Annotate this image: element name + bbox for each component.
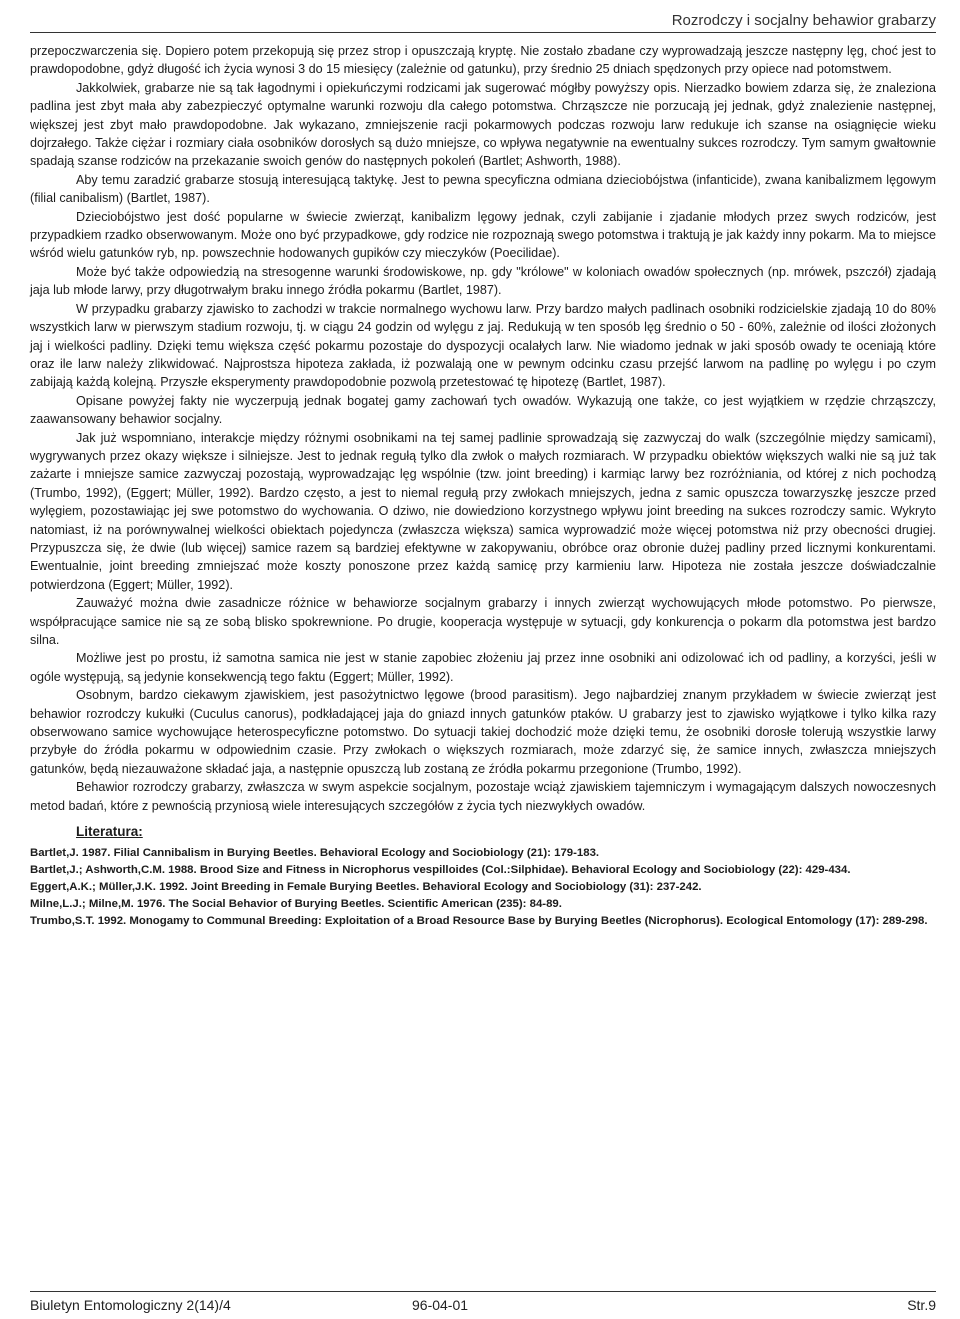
reference-item: Eggert,A.K.; Müller,J.K. 1992. Joint Breeding in Female Burying Beetles. Behavioral Ecology and Sociobiology (31): 237-242. bbox=[30, 881, 702, 894]
paragraph: W przypadku grabarzy zjawisko to zachodzi w trakcie normalnego wychowu larw. Przy bardzo małych padlinach osobniki rodzicielskie zjadają 10 do 80% wszystkich larw w pierwszym stadium rozwoju, tj. w ciągu 24 godzin od wylęgu z jaj. Redukują w ten sposób lęg średnio o 50 - 60%, zależnie od ilości złożonych jaj i wielkości padliny. Dzięki temu większa część pokarmu pozostaje do dyspozycji ocalałych larw. Nie wiadomo jednak w jaki sposób owady te oceniają które oraz ile larw należy zlikwidować. Najprostsza hipoteza zakłada, iż pozwalają one w pewnym odcinku czasu przejść larwom na padlinę po wylęgu i po czym zabijają każdą kolejną. Przyszłe eksperymenty prawdopodobnie pozwolą przetestować tę hipotezę (Bartlet, 1987). bbox=[30, 301, 936, 390]
paragraph: Dzieciobójstwo jest dość popularne w świecie zwierząt, kanibalizm lęgowy jednak, czyli zabijanie i zjadanie młodych przez swych rodziców, jest przypadkiem rzadko obserwowanym. Może ono być przypadkowe, gdy rodzice nie rozpoznają swego potomstwa i traktują je jak każdy inny pokarm. Ma to miejsce wśród wielu gatunków ryb, np. powszechnie hodowanych gupików czy mieczyków (Poecilidae). bbox=[30, 209, 936, 261]
reference-item: Bartlet,J.; Ashworth,C.M. 1988. Brood Size and Fitness in Nicrophorus vespilloides (Col.:Silphidae). Behavioral Ecology and Sociobiology (22): 429-434. bbox=[30, 864, 851, 877]
reference-list bbox=[30, 845, 936, 930]
paragraph: Aby temu zaradzić grabarze stosują interesującą taktykę. Jest to pewna specyficzna odmiana dzieciobójstwa (infanticide), zwana kanibalizmem lęgowym (filial canibalism) (Bartlet, 1987). bbox=[30, 172, 936, 206]
journal-name: Biuletyn Entomologiczny 2(14)/4 bbox=[30, 1297, 231, 1313]
paragraph: Opisane powyżej fakty nie wyczerpują jednak bogatej gamy zachowań tych owadów. Wykazują one także, co jest wyjątkiem w rzędzie chrząszczy, zaawansowany behawior socjalny. bbox=[30, 393, 936, 427]
page-footer bbox=[30, 1291, 936, 1319]
article-body bbox=[30, 42, 936, 930]
paragraph: Behawior rozrodczy grabarzy, zwłaszcza w swym aspekcie socjalnym, pozostaje wciąż zjawiskiem tajemniczym i wymagającym dalszych nowoczesnych metod badań, które z pewnością przyniosą wiele interesujących szczegółów z życia tych niezwykłych owadów. bbox=[30, 780, 936, 813]
issue-date: 96-04-01 bbox=[412, 1297, 469, 1313]
paragraph: Osobnym, bardzo ciekawym zjawiskiem, jest pasożytnictwo lęgowe (brood parasitism). Jego najbardziej znanym przykładem w świecie zwierząt jest behawior rozrodczy kukułki (Cuculus canorus), podkładającej jaja do gniazd innych gatunków ptaków. U grabarzy jest to zjawisko wyjątkowe i tylko kilka razy obserwowano samice wychowujące heterospecyficzne potomstwo. Do sytuacji takiej dochodzić może dzięki temu, że osobniki dorosłe tolerują wszystkie larwy przybyłe do źródła pokarmu w odpowiednim czasie. Przy zwłokach o większych rozmiarach, może zdarzyć się, że samice innych, zwłaszcza mniejszych gatunków, będą niezauważone składać jaja, a następnie opuszczą lub zostaną ze źródła pokarmu przegonione (Trumbo, 1992). bbox=[30, 688, 936, 776]
paragraph: przepoczwarczenia się. Dopiero potem przekopują się przez strop i opuszczają kryptę. Nie zostało zbadane czy wyprowadzają jeszcze następny lęg, choć jest to prawdopodobne, gdyż długość ich życia wynosi 3 do 15 miesięcy (zależnie od gatunku), przy średnio 25 dniach spędzonych przy opiece nad potomstwem. bbox=[30, 44, 936, 77]
page-number: Str.9 bbox=[907, 1297, 936, 1313]
paragraph: Może być także odpowiedzią na stresogenne warunki środowiskowe, np. gdy "królowe" w koloniach owadów społecznych (np. mrówek, pszczół) zjadają jaja lub młode larwy, przy długotrwałym braku innego źródła pokarmu (Bartlet, 1987). bbox=[30, 264, 936, 298]
paragraph: Jak już wspomniano, interakcje między różnymi osobnikami na tej samej padlinie sprowadzają się zazwyczaj do walk (szczególnie między samicami), wygrywanych przez okazy większe i silniejsze. Jest to jednak regułą tylko dla zwłok o małych rozmiarach. W przypadku obiektów większych walki nie są już tak zażarte i mniejsze samice zazwyczaj pozostają, wyprowadzając lęg wspólnie (tzw. joint breeding) i karmiąc larwy bez rozróżniania, od której z nich pochodzą (Trumbo, 1992), (Eggert; Müller, 1992). Bardzo często, a jest to niemal regułą przy zwłokach mniejszych, jedna z samic opuszcza towarzyszkę jeszcze przed wylęgiem, pozostawiając jej swe potomstwo do wychowania. O dziwo, nie dowiedziono korzystnego wpływu joint breeding na sukces rozrodczy samic. Wykryto natomiast, iż na porównywalnej wielkości obiektach pojedyncza (zwłaszcza większa) samica wyprowadzić może więcej potomstwa niż przy obecności drugiej. Przypuszcza się, że dwie (lub więcej) samice razem są bardziej efektywne w zakopywaniu, obróbce oraz obronie dużej padliny przed licznymi konkurentami. Ewentualnie, joint breeding zmniejszać może koszty ponoszone przez każdą samicę przy karmieniu larw. Hipoteza nie została jeszcze doświadczalnie potwierdzona (Eggert; Müller, 1992). bbox=[30, 430, 936, 592]
running-title: Rozrodczy i socjalny behawior grabarzy bbox=[671, 12, 936, 29]
reference-item: Bartlet,J. 1987. Filial Cannibalism in Burying Beetles. Behavioral Ecology and Sociobiology (21): 179-183. bbox=[30, 847, 600, 860]
paragraph: Jakkolwiek, grabarze nie są tak łagodnymi i opiekuńczymi rodzicami jak sugerować mógłby powyższy opis. Nierzadko bowiem zdarza się, że znaleziona padlina jest zbyt mała aby zabezpieczyć optymalne warunki rozwoju dla całego potomstwa. Chrząszcze nie porzucają jej jednak, gdyż znalezienie następnej, większej jest zbyt mało prawdopodobne. Jak wykazano, zmniejszenie racji pokarmowych podczas rozwoju larw redukuje ich szanse na osiągnięcie wieku dojrzałego. Także ciężar i rozmiary ciała osobników dorosłych są dużo mniejsze, co wpływa negatywnie na ewentualny sukces rozrodczy. Tym samym gwałtownie spadają szanse rodziców na przekazanie swoich genów do następnych pokoleń (Bartlet; Ashworth, 1988). bbox=[30, 80, 936, 169]
paragraph: Zauważyć można dwie zasadnicze różnice w behawiorze socjalnym grabarzy i innych zwierząt wychowujących młode potomstwo. Po pierwsze, współpracujące samice nie są ze sobą blisko spokrewnione. Po drugie, kooperacja występuje w sytuacji, gdy konkurencja o pokarm dla potomstwa jest bardzo silna. bbox=[30, 596, 936, 647]
paragraph: Możliwe jest po prostu, iż samotna samica nie jest w stanie zapobiec złożeniu jaj przez inne osobniki ani odizolować ich od padliny, a korzyści, jeśli w ogóle występują, są jedynie konsekwencją tego faktu (Eggert; Müller, 1992). bbox=[30, 651, 936, 684]
reference-item: Milne,L.J.; Milne,M. 1976. The Social Behavior of Burying Beetles. Scientific American (235): 84-89. bbox=[30, 898, 562, 911]
literature-heading: Literatura: bbox=[76, 824, 143, 840]
reference-item: Trumbo,S.T. 1992. Monogamy to Communal Breeding: Exploitation of a Broad Resource Base by Burying Beetles (Nicrophorus). Ecological Entomology (17): 289-298. bbox=[30, 915, 928, 928]
running-header bbox=[30, 12, 936, 33]
